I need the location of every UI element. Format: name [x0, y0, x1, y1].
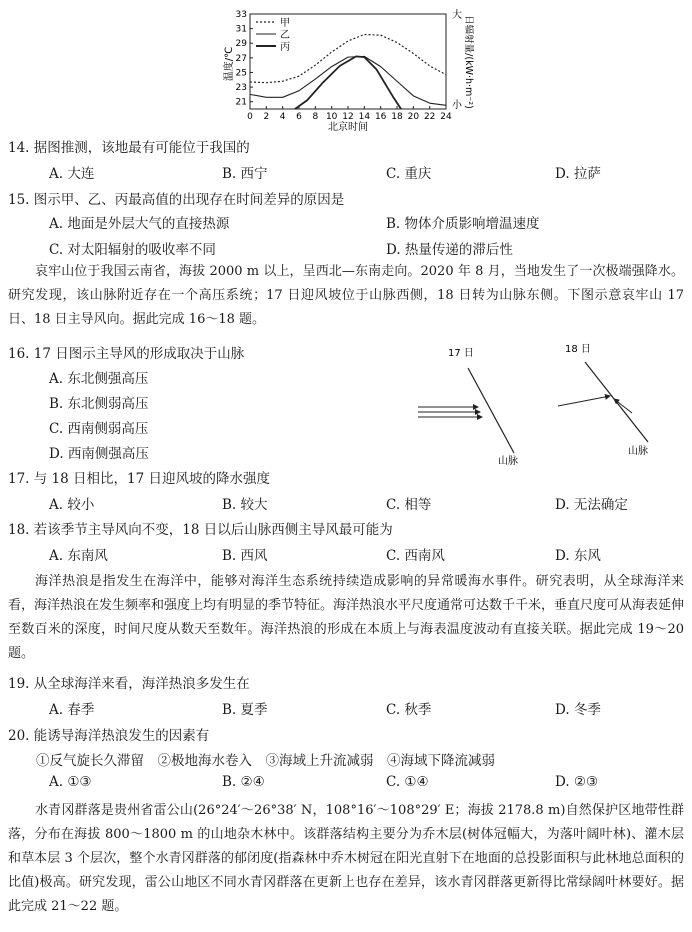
q16-option-a: A. 东北侧强高压 — [49, 371, 149, 387]
right-axis-bottom: 小 — [452, 100, 462, 111]
question-20-stem: 20. 能诱导海洋热浪发生的因素有 — [8, 728, 210, 744]
wind-arrow-18-a — [558, 396, 610, 406]
q15-option-c: C. 对太阳辐射的吸收率不同 — [49, 242, 216, 258]
q15-option-b: B. 物体介质影响增温速度 — [386, 216, 540, 232]
y-tick-label: 31 — [235, 24, 247, 35]
q16-option-d: D. 西南侧强高压 — [49, 446, 149, 462]
mountain-line-18 — [585, 362, 648, 442]
q18-option-a: A. 东南风 — [49, 548, 108, 564]
legend-label-yi: 乙 — [280, 30, 290, 41]
label-17: 17 日 — [448, 348, 474, 359]
question-17-stem: 17. 与 18 日相比，17 日迎风坡的降水强度 — [8, 471, 270, 487]
passage-ailao: 哀牢山位于我国云南省，海拔 2000 m 以上，呈西北—东南走向。2020 年 8 月，当地发生了一次极端强降水。研究发现，该山脉附近存在一个高压系统；17 日迎风坡位于山脉西侧，18 日转为山脉东侧。下图示意哀牢山 17 日、18 日主导风向。据此完成 16～18 题。 — [8, 264, 684, 327]
mountain-line-17 — [468, 368, 514, 453]
right-axis-top: 大 — [452, 10, 462, 21]
x-tick-label: 6 — [296, 112, 302, 122]
x-tick-label: 16 — [374, 112, 387, 122]
x-tick-label: 20 — [407, 112, 420, 122]
temperature-chart — [222, 2, 474, 134]
q17-option-b: B. 较大 — [222, 497, 268, 513]
y-tick-label: 29 — [235, 39, 247, 50]
q20-option-a: A. ①③ — [49, 774, 92, 790]
x-tick-label: 10 — [325, 112, 338, 122]
x-tick-label: 0 — [247, 112, 253, 122]
y-axis-label-right: 日辐射量/(kW·h·m⁻²) — [463, 15, 474, 109]
y-tick-label: 33 — [235, 10, 247, 20]
q18-option-b: B. 西风 — [222, 548, 268, 564]
q17-option-c: C. 相等 — [386, 497, 432, 513]
q14-option-b: B. 西宁 — [222, 166, 268, 182]
mountain-label-17: 山脉 — [498, 456, 518, 467]
q14-option-d: D. 拉萨 — [555, 166, 601, 182]
legend — [256, 17, 290, 53]
question-15-stem: 15. 图示甲、乙、丙最高值的出现存在时间差异的原因是 — [8, 192, 345, 208]
q17-option-d: D. 无法确定 — [555, 497, 628, 513]
passage-forest: 水青冈群落是贵州省雷公山(26°24′～26°38′ N，108°16′～108°29′ E；海拔 2178.8 m)自然保护区地带性群落，分布在海拔 800～1800 m 的山地杂木林中。该群落结构主要分为乔木层(树体冠幅大，为落叶阔叶林)、灌木层和草本层 3 个层次，整个水青冈群落的郁闭度(指森林中乔木树冠在阳光直射下在地面的总投影面积与此林地总面积的比值)极高。研究发现，雷公山地区不同水青冈群落在更新上也存在差异，该水青冈群落更新得比常绿阔叶林要好。据此完成 21～22 题。 — [8, 803, 684, 914]
series-yi-line — [250, 56, 446, 105]
legend-label-bing: 丙 — [280, 42, 290, 53]
q19-option-c: C. 秋季 — [386, 702, 432, 718]
q14-option-a: A. 大连 — [49, 166, 95, 182]
q15-option-a: A. 地面是外层大气的直接热源 — [49, 216, 230, 232]
question-16-stem: 16. 17 日图示主导风的形成取决于山脉 — [8, 346, 245, 362]
q14-option-c: C. 重庆 — [386, 166, 432, 182]
y-tick-label: 23 — [235, 83, 247, 94]
q15-option-d: D. 热量传递的滞后性 — [386, 242, 513, 258]
passage-heatwave: 海洋热浪是指发生在海洋中，能够对海洋生态系统持续造成影响的异常暖海水事件。研究表明，从全球海洋来看，海洋热浪在发生频率和强度上均有明显的季节特征。海洋热浪水平尺度通常可达数千千米，垂直尺度可从海表延伸至数百米的深度，时间尺度从数天至数年。海洋热浪的形成在本质上与海表温度波动有直接关联。据此完成 19～20 题。 — [8, 574, 685, 661]
x-tick-label: 8 — [312, 112, 319, 122]
y-tick-label: 25 — [235, 68, 247, 79]
y-tick-label: 27 — [235, 53, 247, 64]
x-tick-label: 22 — [423, 112, 436, 122]
y-tick-label: 21 — [235, 97, 247, 108]
q16-option-b: B. 东北侧弱高压 — [49, 396, 149, 412]
q20-option-c: C. ①④ — [386, 774, 429, 790]
q20-option-b: B. ②④ — [222, 774, 265, 790]
question-18-stem: 18. 若该季节主导风向不变，18 日以后山脉西侧主导风最可能为 — [8, 522, 393, 538]
q18-option-d: D. 东风 — [555, 548, 601, 564]
q19-option-d: D. 冬季 — [555, 702, 601, 718]
q20-items: ①反气旋长久滞留 ②极地海水卷入 ③海域上升流减弱 ④海域下降流减弱 — [36, 753, 495, 769]
q19-option-b: B. 夏季 — [222, 702, 268, 718]
question-19-stem: 19. 从全球海洋来看，海洋热浪多发生在 — [8, 676, 250, 692]
x-tick-label: 14 — [358, 112, 371, 122]
x-axis-label: 北京时间 — [328, 122, 368, 133]
wind-diagram — [410, 338, 690, 468]
q17-option-a: A. 较小 — [49, 497, 95, 513]
q19-option-a: A. 春季 — [49, 702, 95, 718]
mountain-label-18: 山脉 — [628, 446, 648, 457]
legend-label-jia: 甲 — [280, 18, 290, 29]
x-tick-label: 4 — [279, 112, 286, 122]
y-axis-label-left: 温度/℃ — [224, 46, 235, 82]
x-tick-label: 24 — [440, 112, 452, 122]
question-14-stem: 14. 据图推测，该地最有可能位于我国的 — [8, 140, 250, 156]
x-tick-label: 18 — [391, 112, 403, 122]
x-tick-label: 12 — [342, 112, 354, 122]
x-tick-label: 2 — [263, 112, 270, 122]
label-18: 18 日 — [565, 344, 591, 355]
q20-option-d: D. ②③ — [555, 774, 599, 790]
q16-option-c: C. 西南侧弱高压 — [49, 421, 149, 437]
q18-option-c: C. 西南风 — [386, 548, 445, 564]
